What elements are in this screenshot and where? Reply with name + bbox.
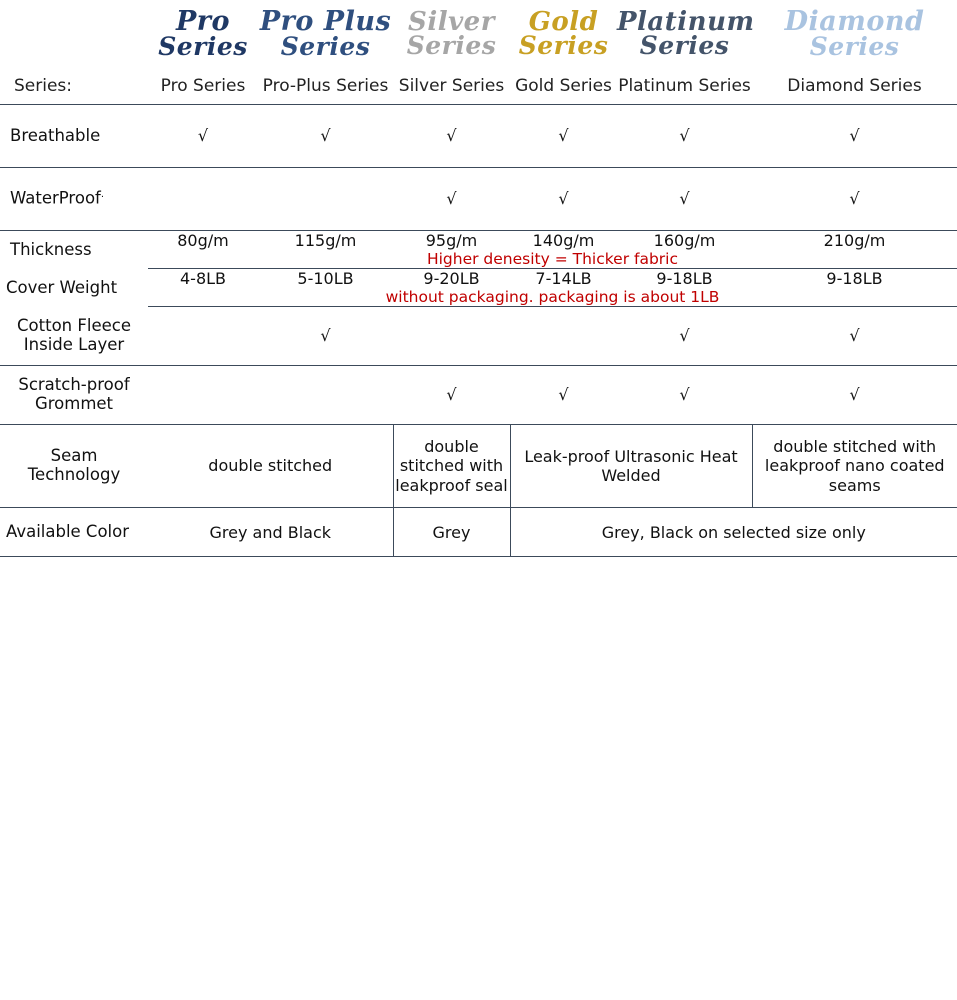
row-label-breathable: Breathable bbox=[0, 105, 148, 168]
cell-grommet-platinum: √ bbox=[617, 366, 752, 425]
cell-cotton-fleece-pro-plus: √ bbox=[258, 307, 393, 366]
row-label-available-color: Available Color bbox=[0, 508, 148, 557]
cell-waterproof-gold: √ bbox=[510, 168, 617, 231]
cell-grommet-silver: √ bbox=[393, 366, 510, 425]
series-logo-pro bbox=[148, 0, 258, 68]
cell-cover-weight-gold: 7-14LB bbox=[535, 269, 592, 288]
cell-thickness-silver: 95g/m bbox=[425, 231, 478, 250]
cell-waterproof-diamond: √ bbox=[752, 168, 957, 231]
cell-cotton-fleece-gold bbox=[510, 307, 617, 366]
row-label-waterproof bbox=[0, 168, 148, 231]
cell-breathable-silver: √ bbox=[393, 105, 510, 168]
cell-waterproof-platinum: √ bbox=[617, 168, 752, 231]
series-logo-row bbox=[0, 0, 957, 68]
cell-cover-weight-platinum: 9-18LB bbox=[656, 269, 713, 288]
cell-waterproof-silver: √ bbox=[393, 168, 510, 231]
series-logo-diamond bbox=[752, 0, 957, 68]
logo-diamond-line1: Diamond bbox=[784, 6, 925, 38]
cell-breathable-pro: √ bbox=[148, 105, 258, 168]
table-row-cover-weight-values bbox=[0, 269, 957, 289]
cell-grommet-diamond: √ bbox=[752, 366, 957, 425]
logo-platinum-line2: Series bbox=[639, 31, 730, 61]
series-logo-silver bbox=[393, 0, 510, 68]
row-label-thickness: Thickness bbox=[10, 240, 92, 260]
row-label-grommet-line1: Scratch-proof bbox=[18, 375, 130, 395]
cell-grommet-gold: √ bbox=[510, 366, 617, 425]
cell-thickness-pro-plus: 115g/m bbox=[294, 231, 357, 250]
cell-waterproof-pro-plus bbox=[258, 168, 393, 231]
cell-breathable-gold: √ bbox=[510, 105, 617, 168]
row-label-cover-weight: Cover Weight bbox=[6, 278, 118, 297]
cell-seam-diamond: double stitched with leakproof nano coated seams bbox=[752, 425, 957, 508]
row-label-cotton-fleece-line2: Inside Layer bbox=[23, 334, 125, 354]
table-row-seam-technology bbox=[0, 425, 957, 508]
table-row-grommet bbox=[0, 366, 957, 425]
cell-color-gold-platinum-diamond: Grey, Black on selected size only bbox=[510, 508, 957, 557]
cell-seam-pro-proplus: double stitched bbox=[148, 425, 393, 508]
cell-thickness-gold: 140g/m bbox=[532, 231, 595, 250]
cell-cover-weight-pro-plus: 5-10LB bbox=[297, 269, 354, 288]
row-label-cotton-fleece bbox=[0, 307, 148, 366]
cell-cotton-fleece-diamond: √ bbox=[752, 307, 957, 366]
logo-row-spacer bbox=[0, 0, 148, 68]
cell-breathable-diamond: √ bbox=[752, 105, 957, 168]
cell-seam-gold-platinum: Leak-proof Ultrasonic Heat Welded bbox=[510, 425, 752, 508]
cell-breathable-pro-plus: √ bbox=[258, 105, 393, 168]
logo-platinum-line1: Platinum bbox=[617, 6, 755, 37]
cell-cotton-fleece-platinum: √ bbox=[617, 307, 752, 366]
cell-grommet-pro-plus bbox=[258, 366, 393, 425]
cell-cover-weight-silver: 9-20LB bbox=[423, 269, 480, 288]
cell-cotton-fleece-silver bbox=[393, 307, 510, 366]
logo-pro-line2: Series bbox=[158, 31, 248, 61]
row-label-grommet bbox=[0, 366, 148, 425]
logo-pro-line1: Pro bbox=[175, 6, 231, 38]
cell-grommet-pro bbox=[148, 366, 258, 425]
cover-weight-note: without packaging. packaging is about 1LB bbox=[148, 288, 957, 307]
cell-color-pro-proplus: Grey and Black bbox=[148, 508, 393, 557]
table-row-breathable bbox=[0, 105, 957, 168]
table-row-available-color bbox=[0, 508, 957, 557]
row-label-seam-line1: Seam bbox=[50, 446, 98, 466]
series-name-silver: Silver Series bbox=[393, 68, 510, 105]
series-name-pro: Pro Series bbox=[148, 68, 258, 105]
table-row-waterproof bbox=[0, 168, 957, 231]
series-name-platinum: Platinum Series bbox=[617, 68, 752, 105]
row-label-seam-technology bbox=[0, 425, 148, 508]
row-label-cotton-fleece-line1: Cotton Fleece bbox=[17, 315, 131, 335]
series-logo-platinum bbox=[617, 0, 755, 68]
row-label-grommet-line2: Grommet bbox=[34, 394, 114, 413]
cell-breathable-platinum: √ bbox=[617, 105, 752, 168]
row-label-seam-line2: Technology bbox=[27, 465, 121, 484]
series-header-row bbox=[0, 68, 957, 105]
cell-waterproof-pro bbox=[148, 168, 258, 231]
logo-silver-line1: Silver bbox=[408, 6, 495, 37]
series-name-diamond: Diamond Series bbox=[752, 68, 957, 105]
table-row-thickness-values bbox=[0, 231, 957, 251]
series-label: Series: bbox=[0, 68, 148, 105]
table-row-cotton-fleece bbox=[0, 307, 957, 366]
logo-diamond-line2: Series bbox=[809, 31, 900, 61]
series-logo-pro-plus bbox=[258, 0, 393, 68]
cell-cotton-fleece-pro bbox=[148, 307, 258, 366]
series-name-pro-plus: Pro-Plus Series bbox=[258, 68, 393, 105]
series-name-gold: Gold Series bbox=[510, 68, 617, 105]
cell-cover-weight-pro: 4-8LB bbox=[179, 269, 227, 288]
logo-gold-line2: Series bbox=[518, 31, 609, 61]
logo-gold-line1: Gold bbox=[528, 6, 599, 37]
series-logo-gold bbox=[510, 0, 617, 68]
logo-silver-line2: Series bbox=[406, 31, 497, 61]
cell-thickness-pro: 80g/m bbox=[177, 231, 229, 250]
waterproof-superscript-dot: . bbox=[100, 189, 105, 201]
cell-color-silver: Grey bbox=[393, 508, 510, 557]
thickness-note: Higher denesity = Thicker fabric bbox=[148, 250, 957, 269]
cell-thickness-diamond: 210g/m bbox=[823, 231, 886, 250]
row-label-waterproof-text: WaterProof bbox=[10, 188, 101, 208]
cell-thickness-platinum: 160g/m bbox=[653, 231, 716, 250]
cell-seam-silver: double stitched with leakproof seal bbox=[393, 425, 510, 508]
logo-proplus-line1: Pro Plus bbox=[259, 6, 392, 38]
cell-cover-weight-diamond: 9-18LB bbox=[826, 269, 883, 288]
logo-proplus-line2: Series bbox=[280, 31, 371, 61]
